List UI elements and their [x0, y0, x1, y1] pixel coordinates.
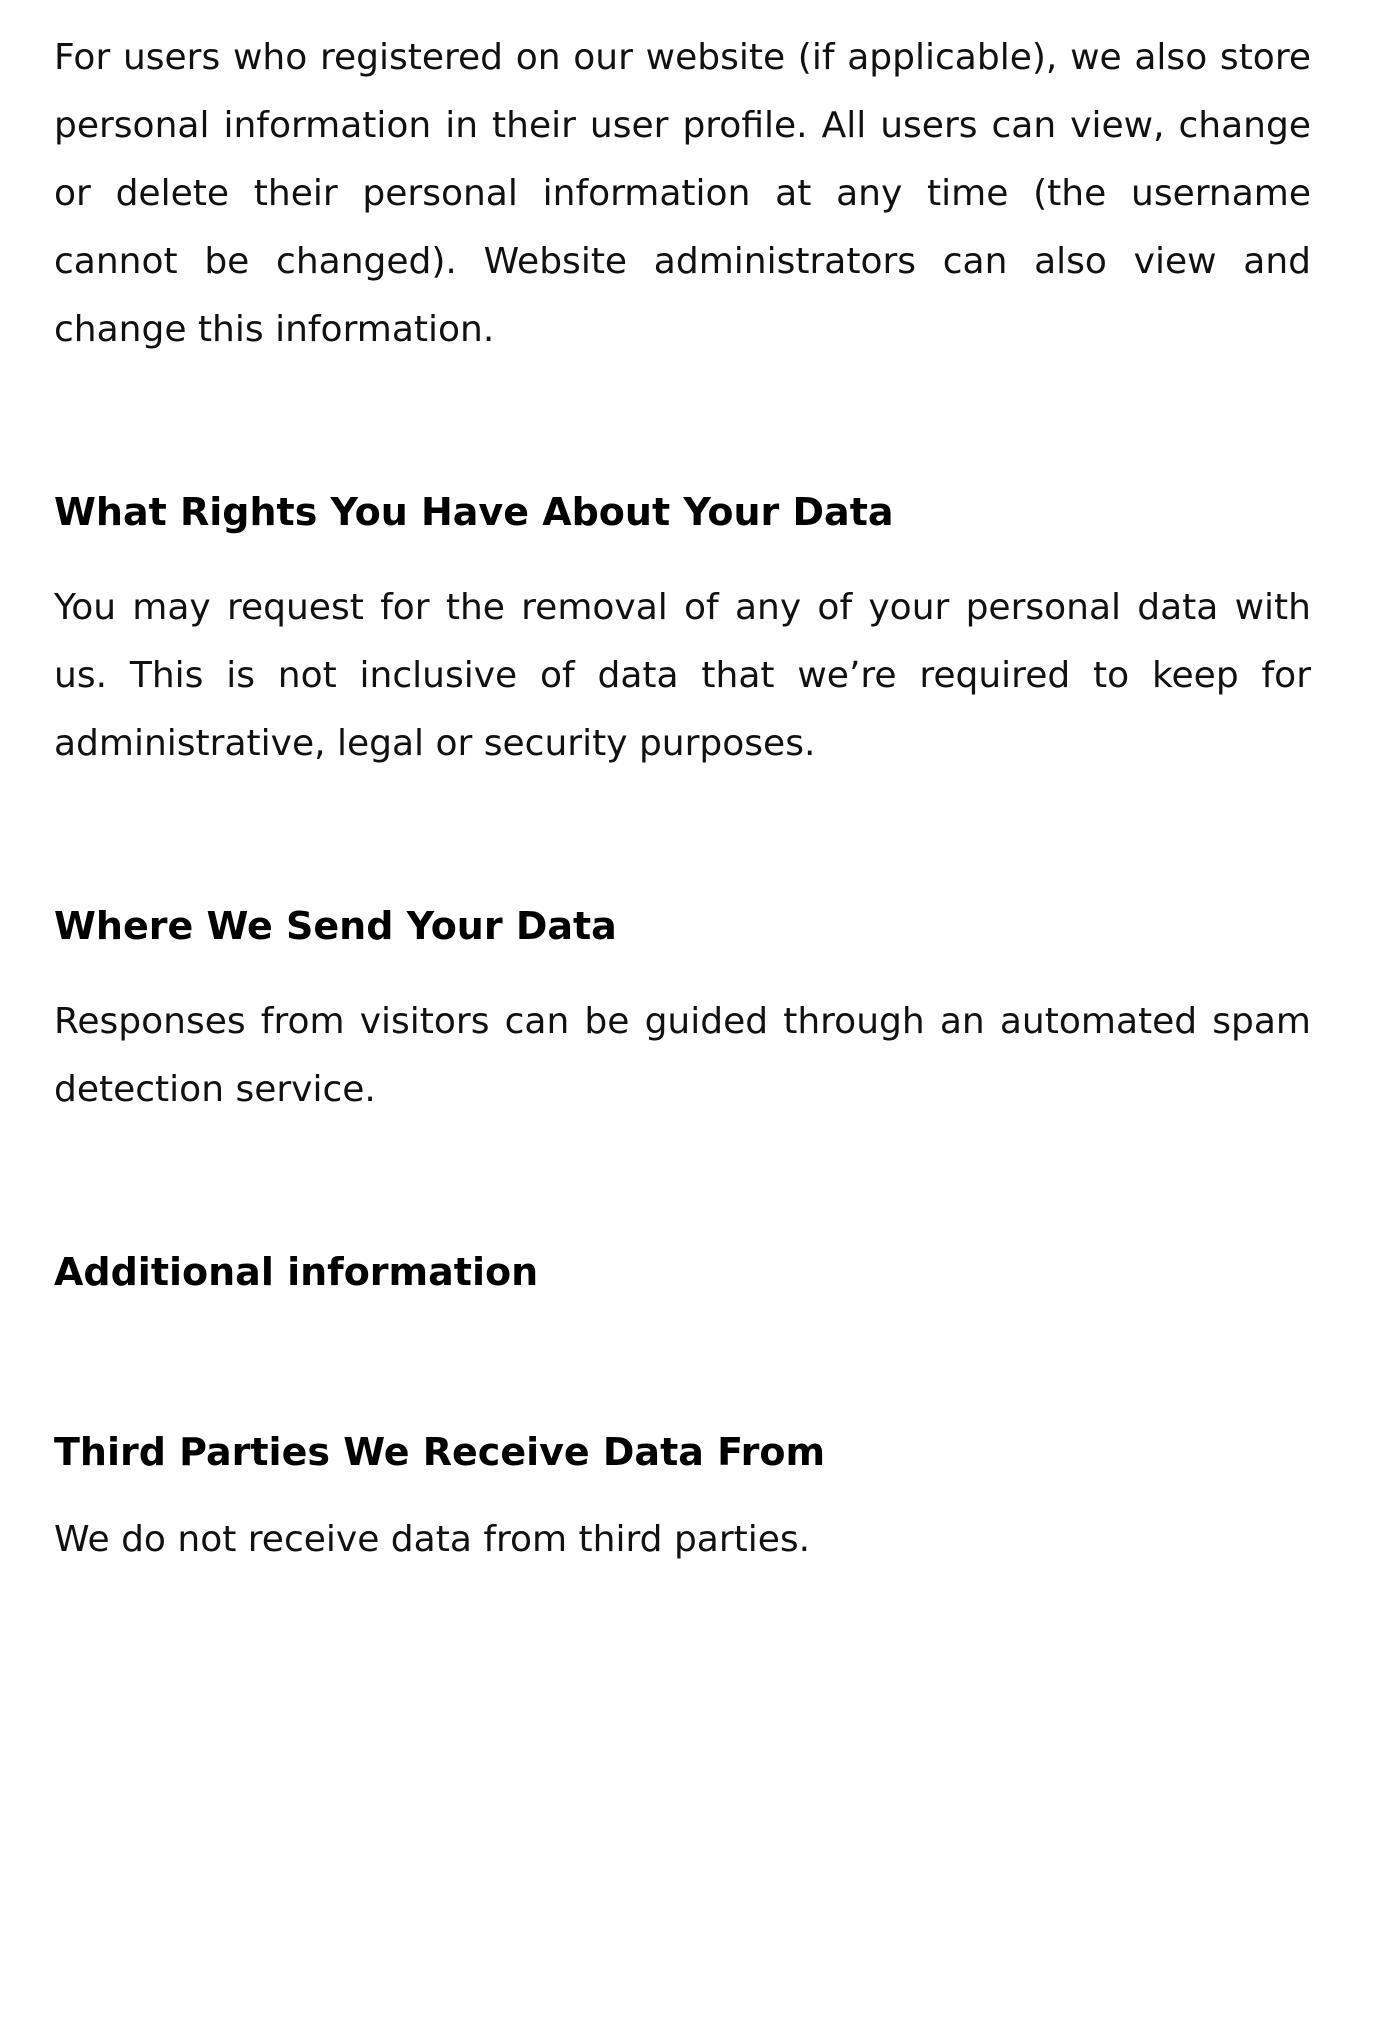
heading-third-parties: Third Parties We Receive Data From [54, 1430, 826, 1474]
heading-rights: What Rights You Have About Your Data [54, 490, 894, 534]
intro-paragraph: For users who registered on our website (if applicable), we also store personal information in their user profile. All users can view, change or delete their personal information at any time (the username cannot be changed). Website administrators can also view and change this information. [54, 37, 1311, 350]
heading-send-data: Where We Send Your Data [54, 904, 617, 948]
paragraph-rights: You may request for the removal of any of your personal data with us. This is not inclusive of data that we’re required to keep for administrative, legal or security purposes. [54, 587, 1311, 764]
paragraph-send-data: Responses from visitors can be guided through an automated spam detection service. [54, 1001, 1311, 1110]
heading-additional-information: Additional information [54, 1250, 539, 1294]
paragraph-third-parties: We do not receive data from third parties. [54, 1519, 811, 1560]
